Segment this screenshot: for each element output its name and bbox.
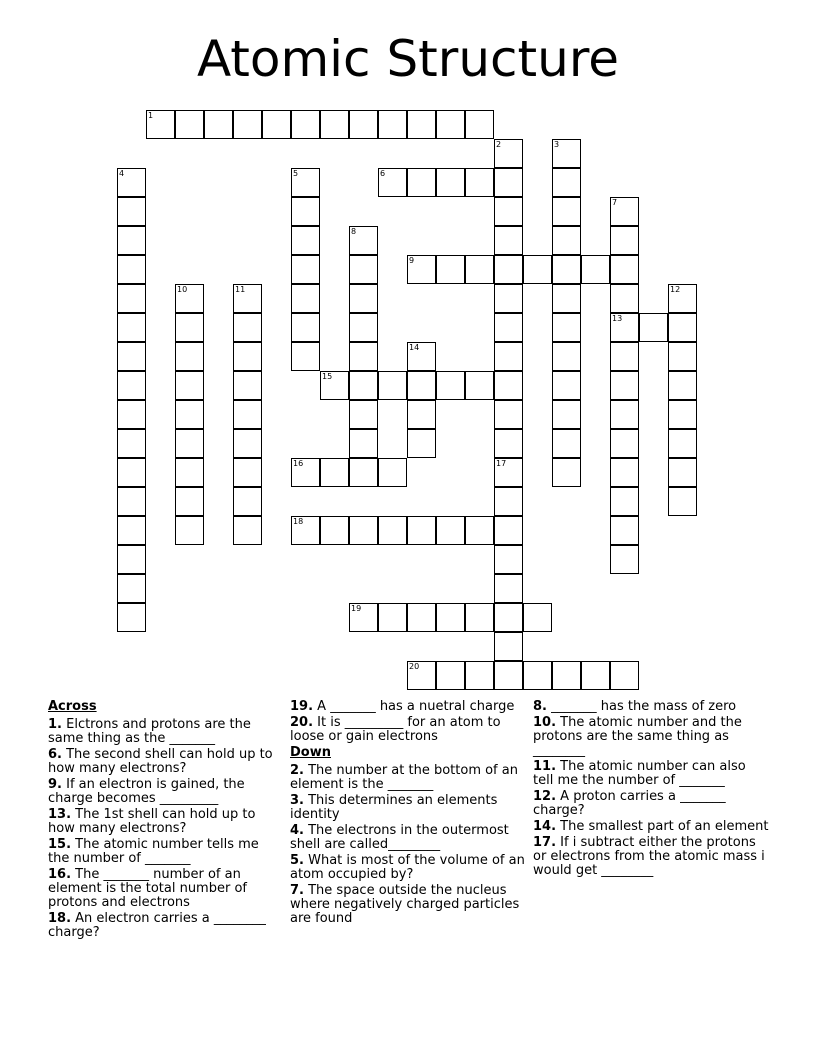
clue-item [48,838,284,866]
grid-cell[interactable] [349,458,378,487]
grid-cell[interactable] [117,400,146,429]
grid-cell[interactable] [494,516,523,545]
grid-cell[interactable] [378,371,407,400]
grid-cell[interactable] [320,110,349,139]
grid-cell[interactable] [233,429,262,458]
grid-cell[interactable] [552,226,581,255]
grid-cell[interactable] [436,661,465,690]
grid-cell[interactable] [117,284,146,313]
grid-cell[interactable] [668,400,697,429]
clue-item-text: A proton carries a _______ charge? [533,789,726,818]
clue-item [290,700,526,714]
clue-item-text: The 1st shell can hold up to how many electrons? [48,807,256,836]
clue-number: 20 [409,662,420,671]
grid-cell[interactable] [175,371,204,400]
grid-cell[interactable] [349,284,378,313]
grid-cell[interactable] [233,313,262,342]
clue-item-number: 2. [290,763,304,778]
clue-item [533,820,769,834]
grid-cell[interactable] [349,429,378,458]
clue-item-number: 7. [290,883,304,898]
clue-item-text: The smallest part of an element [556,819,769,834]
grid-cell[interactable] [552,255,581,284]
clue-item-number: 20. [290,715,314,730]
clue-number: 15 [322,372,333,381]
clue-item-number: 3. [290,793,304,808]
grid-cell[interactable] [668,487,697,516]
grid-cell[interactable] [668,342,697,371]
clue-item-number: 12. [533,789,557,804]
clue-number: 7 [612,198,618,207]
clues-column-2 [290,700,526,928]
grid-cell[interactable] [349,313,378,342]
grid-cell[interactable] [668,371,697,400]
grid-cell[interactable] [407,429,436,458]
grid-cell[interactable] [117,603,146,632]
clue-number: 17 [496,459,507,468]
clue-item-number: 19. [290,699,314,714]
grid-cell[interactable] [407,603,436,632]
grid-cell[interactable] [610,342,639,371]
grid-cell[interactable] [494,342,523,371]
grid-cell[interactable] [291,110,320,139]
clue-item [48,718,284,746]
grid-cell[interactable] [407,168,436,197]
grid-cell[interactable] [349,516,378,545]
clue-number: 13 [612,314,623,323]
grid-cell[interactable] [552,371,581,400]
grid-cell[interactable] [233,371,262,400]
clue-item-number: 9. [48,777,62,792]
grid-cell[interactable] [291,313,320,342]
grid-cell[interactable] [175,342,204,371]
clue-item [290,716,526,744]
clue-item-number: 18. [48,911,72,926]
grid-cell[interactable] [291,226,320,255]
grid-cell[interactable] [523,661,552,690]
grid-cell[interactable] [494,487,523,516]
grid-cell[interactable] [494,545,523,574]
clue-number: 11 [235,285,246,294]
clue-item [48,868,284,910]
clue-item [48,748,284,776]
grid-cell[interactable] [581,661,610,690]
grid-cell[interactable] [117,458,146,487]
clue-item-text: _______ has the mass of zero [546,699,737,714]
grid-cell[interactable] [494,661,523,690]
grid-cell[interactable] [233,487,262,516]
grid-cell[interactable] [552,458,581,487]
grid-cell[interactable] [349,342,378,371]
grid-cell[interactable] [610,487,639,516]
grid-cell[interactable] [117,226,146,255]
grid-cell[interactable] [117,545,146,574]
grid-cell[interactable] [465,661,494,690]
clue-item-text: The atomic number tells me the number of _______ [48,837,259,866]
clue-item [533,716,769,758]
grid-cell[interactable] [175,458,204,487]
clue-list [48,718,284,940]
grid-cell[interactable] [610,545,639,574]
page-title: Atomic Structure [196,30,620,88]
clue-number: 8 [351,227,357,236]
grid-cell[interactable] [349,255,378,284]
grid-cell[interactable] [117,487,146,516]
grid-cell[interactable] [378,110,407,139]
grid-cell[interactable] [552,284,581,313]
grid-cell[interactable] [117,197,146,226]
grid-cell[interactable] [407,110,436,139]
clue-item [290,854,526,882]
grid-cell[interactable] [233,110,262,139]
clue-item-text: The electrons in the outermost shell are called________ [290,823,509,852]
grid-cell[interactable] [262,110,291,139]
clues-column-1 [48,700,284,942]
grid-cell[interactable] [610,429,639,458]
clues-column-3 [533,700,769,880]
clues-section [0,700,816,960]
grid-cell[interactable] [494,632,523,661]
grid-cell[interactable] [407,371,436,400]
grid-cell[interactable] [320,516,349,545]
clue-number: 19 [351,604,362,613]
grid-cell[interactable] [494,603,523,632]
grid-cell[interactable] [436,168,465,197]
clue-item-text: The space outside the nucleus where negatively charged particles are found [290,883,520,926]
grid-cell[interactable] [610,371,639,400]
grid-cell[interactable] [610,516,639,545]
grid-cell[interactable] [117,516,146,545]
clue-item-number: 8. [533,699,547,714]
grid-cell[interactable] [494,371,523,400]
grid-cell[interactable] [117,313,146,342]
clue-list [533,700,769,878]
grid-cell[interactable] [436,371,465,400]
down-heading: Down [290,745,331,760]
grid-cell[interactable] [291,342,320,371]
grid-cell[interactable] [494,226,523,255]
clue-number: 14 [409,343,420,352]
clue-number: 3 [554,140,560,149]
clue-item-text: It is _________ for an atom to loose or gain electrons [290,715,501,744]
clue-number: 10 [177,285,188,294]
grid-cell[interactable] [233,458,262,487]
grid-cell[interactable] [494,574,523,603]
grid-cell[interactable] [552,197,581,226]
clue-item [48,778,284,806]
clue-list [290,700,526,744]
grid-cell[interactable] [494,168,523,197]
grid-cell[interactable] [494,284,523,313]
grid-cell[interactable] [436,255,465,284]
clue-item [48,912,284,940]
clue-item-number: 10. [533,715,557,730]
grid-cell[interactable] [175,516,204,545]
grid-cell[interactable] [117,342,146,371]
clue-item-number: 16. [48,867,72,882]
clue-number: 2 [496,140,502,149]
grid-cell[interactable] [610,284,639,313]
grid-cell[interactable] [175,400,204,429]
clue-item [533,790,769,818]
grid-cell[interactable] [233,516,262,545]
grid-cell[interactable] [349,400,378,429]
clue-number: 16 [293,459,304,468]
clue-number: 6 [380,169,386,178]
clue-item [533,700,769,714]
grid-cell[interactable] [349,371,378,400]
grid-cell[interactable] [465,168,494,197]
grid-cell[interactable] [349,110,378,139]
clue-number: 18 [293,517,304,526]
grid-cell[interactable] [320,458,349,487]
clue-item-number: 6. [48,747,62,762]
grid-cell[interactable] [552,168,581,197]
grid-cell[interactable] [668,429,697,458]
clue-item-number: 11. [533,759,557,774]
clue-item [290,794,526,822]
grid-cell[interactable] [175,313,204,342]
clue-item-text: The number at the bottom of an element is the _______ [290,763,518,792]
grid-cell[interactable] [581,255,610,284]
grid-cell[interactable] [552,429,581,458]
grid-cell[interactable] [436,603,465,632]
clue-item-text: The _______ number of an element is the total number of protons and electrons [48,867,247,910]
grid-cell[interactable] [523,603,552,632]
across-heading: Across [48,699,97,714]
grid-cell[interactable] [291,284,320,313]
clue-item-text: This determines an elements identity [290,793,498,822]
clue-item-text: The atomic number and the protons are the same thing as ________ [533,715,742,758]
grid-cell[interactable] [117,371,146,400]
grid-cell[interactable] [610,255,639,284]
grid-cell[interactable] [494,429,523,458]
clue-item-text: The second shell can hold up to how many electrons? [48,747,273,776]
grid-cell[interactable] [668,313,697,342]
grid-cell[interactable] [175,429,204,458]
grid-cell[interactable] [465,516,494,545]
grid-cell[interactable] [523,255,552,284]
grid-cell[interactable] [465,371,494,400]
clue-item-number: 4. [290,823,304,838]
grid-cell[interactable] [378,603,407,632]
grid-cell[interactable] [610,226,639,255]
clue-item-text: The atomic number can also tell me the number of _______ [533,759,746,788]
grid-cell[interactable] [668,458,697,487]
grid-cell[interactable] [465,603,494,632]
grid-cell[interactable] [175,110,204,139]
grid-cell[interactable] [378,516,407,545]
clue-item [533,760,769,788]
clue-item-number: 15. [48,837,72,852]
grid-cell[interactable] [610,458,639,487]
clue-number: 4 [119,169,125,178]
clue-item-number: 14. [533,819,557,834]
clue-item [48,808,284,836]
grid-cell[interactable] [291,255,320,284]
clue-item [290,764,526,792]
grid-cell[interactable] [552,400,581,429]
grid-cell[interactable] [233,400,262,429]
clue-item [290,884,526,926]
clue-item [290,824,526,852]
clue-list [290,764,526,926]
grid-cell[interactable] [494,400,523,429]
clue-item-text: What is most of the volume of an atom occupied by? [290,853,525,882]
clue-item-text: A _______ has a nuetral charge [313,699,515,714]
grid-cell[interactable] [494,313,523,342]
grid-cell[interactable] [465,110,494,139]
clue-number: 12 [670,285,681,294]
grid-cell[interactable] [117,255,146,284]
clue-item-number: 17. [533,835,557,850]
grid-cell[interactable] [436,516,465,545]
clue-number: 1 [148,111,154,120]
grid-cell[interactable] [117,429,146,458]
grid-cell[interactable] [175,487,204,516]
clue-item-number: 5. [290,853,304,868]
grid-cell[interactable] [552,313,581,342]
grid-cell[interactable] [436,110,465,139]
grid-cell[interactable] [407,516,436,545]
grid-cell[interactable] [204,110,233,139]
clue-item-text: Elctrons and protons are the same thing as the _______ [48,717,251,746]
grid-cell[interactable] [552,342,581,371]
grid-cell[interactable] [494,255,523,284]
grid-cell[interactable] [610,661,639,690]
grid-cell[interactable] [465,255,494,284]
grid-cell[interactable] [233,342,262,371]
clue-item [533,836,769,878]
clue-item-text: If i subtract either the protons or electrons from the atomic mass i would get ________ [533,835,765,878]
clue-item-text: An electron carries a ________ charge? [48,911,266,940]
grid-cell[interactable] [639,313,668,342]
clue-item-text: If an electron is gained, the charge becomes _________ [48,777,245,806]
grid-cell[interactable] [552,661,581,690]
grid-cell[interactable] [117,574,146,603]
clue-number: 9 [409,256,415,265]
grid-cell[interactable] [407,400,436,429]
clue-number: 5 [293,169,299,178]
grid-cell[interactable] [291,197,320,226]
grid-cell[interactable] [494,197,523,226]
clue-item-number: 1. [48,717,62,732]
clue-item-number: 13. [48,807,72,822]
grid-cell[interactable] [610,400,639,429]
grid-cell[interactable] [378,458,407,487]
